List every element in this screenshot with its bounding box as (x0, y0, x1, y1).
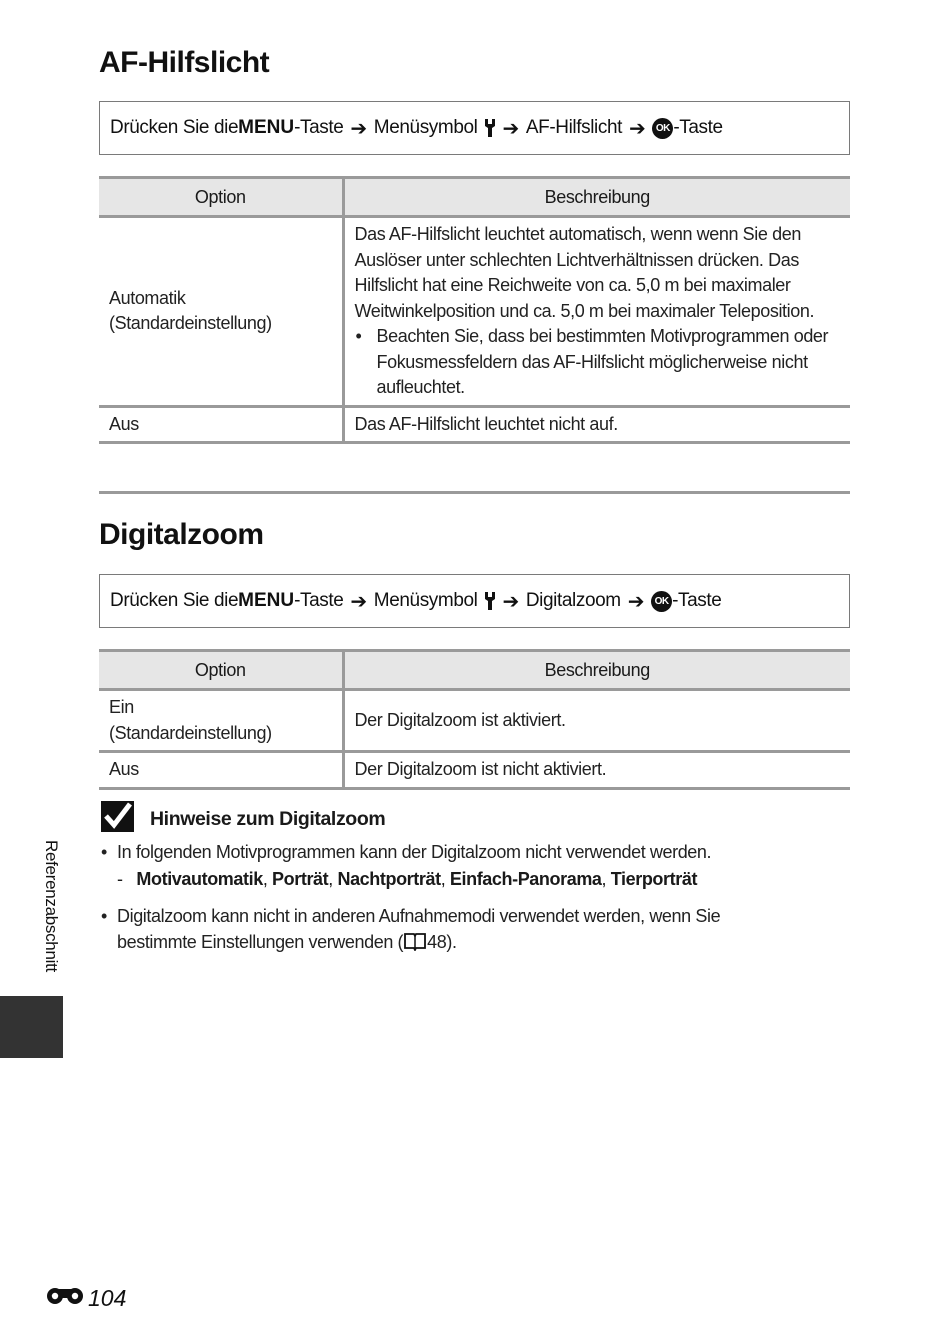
dash: - (117, 869, 123, 889)
option-label: Aus (99, 406, 343, 443)
checkmark-icon (101, 801, 134, 837)
path-menu-symbol: Menüsymbol (373, 117, 478, 138)
page-number: 104 (88, 1284, 127, 1311)
notes-heading (101, 801, 385, 837)
separator: , (601, 869, 611, 889)
bullet-dot: • (101, 842, 107, 862)
section-divider (99, 491, 850, 494)
arrow-right-icon: ➔ (627, 590, 645, 613)
path-taste: -Taste (294, 117, 344, 138)
note-text: Digitalzoom kann nicht in anderen Aufnahmemodi verwendet werden, wenn Sie bestimmte Einstellungen verwenden ( 48). (117, 906, 721, 952)
description-bullet: • Beachten Sie, dass bei bestimmten Motivprogrammen oder Fokusmessfeldern das AF-Hilfslicht möglicherweise nicht aufleuchtet. (377, 324, 841, 401)
description-cell (343, 217, 850, 407)
path-taste: -Taste (673, 117, 723, 138)
menu-path-digitalzoom (99, 574, 850, 628)
notes-title: Hinweise zum Digitalzoom (150, 807, 386, 830)
option-cell (99, 217, 343, 407)
header-option: Option (99, 651, 343, 690)
option-cell (99, 690, 343, 752)
wrench-icon (484, 118, 496, 138)
sidebar-tab-marker (0, 996, 63, 1058)
description-text: Das AF-Hilfslicht leuchtet automatisch, wenn wenn Sie den Auslöser unter schlechten Lichtverhältnissen drücken. Das Hilfslicht hat eine Reichweite von ca. 5,0 m bei maximaler Weitwinkelposition und ca. 5,0 m bei maximaler Teleposition. (354, 224, 815, 321)
ok-button-icon: OK (652, 118, 673, 139)
table-row (99, 217, 850, 407)
separator: , (440, 869, 450, 889)
path-prefix: Drücken Sie die (110, 590, 239, 611)
sidebar-section-label: Referenzabschnitt (42, 840, 61, 972)
arrow-right-icon: ➔ (350, 117, 367, 140)
description-text: Das AF-Hilfslicht leuchtet nicht auf. (343, 406, 850, 443)
table-row (99, 752, 850, 789)
mode-name: Porträt (272, 869, 329, 889)
note-bullet-1 (101, 839, 801, 865)
page-footer (46, 1284, 126, 1312)
options-table-af-hilfslicht (99, 176, 850, 444)
mode-name: Motivautomatik (136, 869, 263, 889)
description-text: Der Digitalzoom ist aktiviert. (343, 690, 850, 752)
bullet-dot: • (101, 906, 107, 926)
separator: , (262, 869, 273, 889)
description-text: Der Digitalzoom ist nicht aktiviert. (343, 752, 850, 789)
path-taste: -Taste (672, 590, 722, 611)
header-description: Beschreibung (343, 651, 850, 690)
arrow-right-icon: ➔ (629, 117, 646, 140)
table-row (99, 690, 850, 752)
option-default-note: (Standardeinstellung) (109, 722, 272, 743)
mode-name: Einfach-Panorama (449, 869, 602, 889)
path-item: AF-Hilfslicht (525, 117, 622, 138)
page-reference[interactable]: 48 (427, 932, 447, 952)
book-reference-icon (403, 932, 427, 952)
table-row (99, 406, 850, 443)
path-prefix: Drücken Sie die (110, 117, 239, 138)
arrow-right-icon: ➔ (502, 590, 519, 613)
note-text: In folgenden Motivprogrammen kann der Digitalzoom nicht verwendet werden. (117, 842, 712, 862)
option-default-note: (Standardeinstellung) (109, 313, 272, 334)
path-menu-symbol: Menüsymbol (373, 590, 478, 611)
path-taste: -Taste (294, 590, 344, 611)
section-title-af-hilfslicht: AF-Hilfslicht (99, 46, 270, 79)
arrow-right-icon: ➔ (350, 590, 367, 613)
scene-mode-list (117, 869, 697, 890)
path-item: Digitalzoom (525, 590, 621, 611)
option-label: Ein (109, 697, 134, 717)
menu-key-icon: MENU (238, 590, 295, 611)
mode-name: Tierporträt (610, 869, 698, 889)
ok-button-icon: OK (651, 591, 672, 612)
header-description: Beschreibung (343, 178, 850, 217)
menu-path-af-hilfslicht (99, 101, 850, 155)
note-bullet-2 (101, 903, 801, 955)
reference-section-icon (46, 1284, 84, 1312)
arrow-right-icon: ➔ (502, 117, 519, 140)
wrench-icon (484, 591, 496, 611)
mode-name: Nachtporträt (337, 869, 441, 889)
separator: , (328, 869, 338, 889)
options-table-digitalzoom (99, 649, 850, 790)
menu-key-icon: MENU (238, 117, 295, 138)
section-title-digitalzoom: Digitalzoom (99, 518, 264, 551)
option-label: Aus (99, 752, 343, 789)
header-option: Option (99, 178, 343, 217)
option-label: Automatik (109, 287, 186, 308)
